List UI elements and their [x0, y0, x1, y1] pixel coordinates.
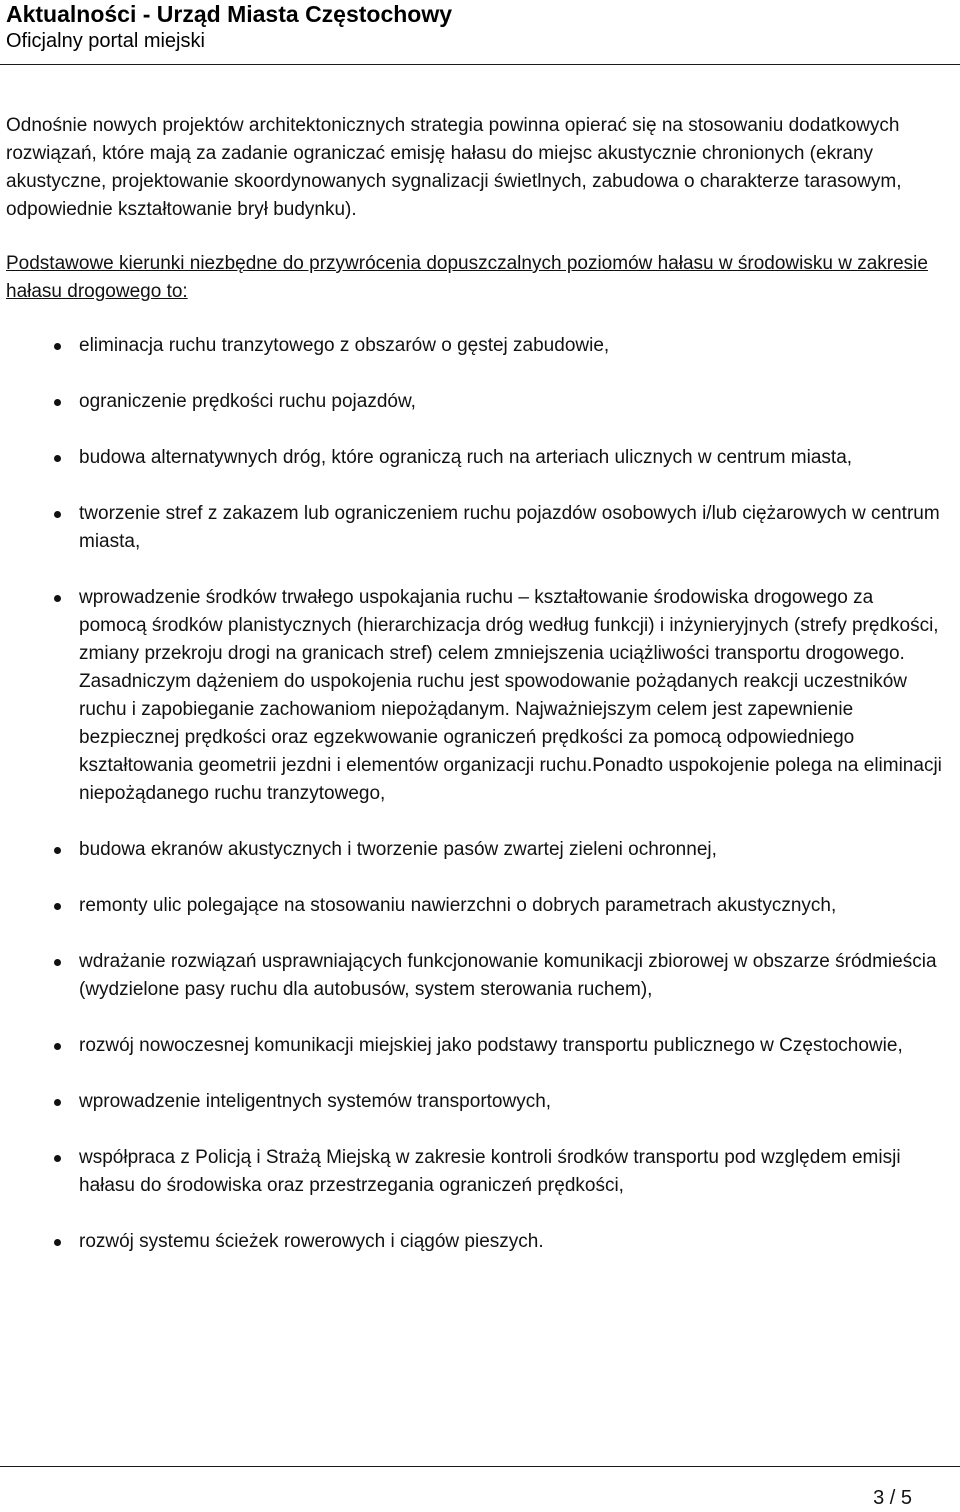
site-title: Aktualności - Urząd Miasta Częstochowy [6, 1, 453, 27]
list-item-text: wprowadzenie inteligentnych systemów transportowych, [79, 1091, 552, 1112]
list-item [6, 1228, 946, 1256]
list-item [6, 1088, 946, 1116]
list-item [6, 1144, 946, 1200]
list-item-text: budowa ekranów akustycznych i tworzenie pasów zwartej zieleni ochronnej, [79, 839, 717, 860]
list-item-text: ograniczenie prędkości ruchu pojazdów, [79, 391, 416, 412]
intro-paragraph: Odnośnie nowych projektów architektonicznych strategia powinna opierać się na stosowaniu dodatkowych rozwiązań, które mają za zadanie ograniczać emisję hałasu do miejsc akustycznie chronionych (ekrany akustyczne, projektowanie skoordynowanych sygnalizacji świetlnych, zabudowa o charakterze tarasowym, odpowiednie kształtowanie brył budynku). [6, 115, 902, 220]
list-item [6, 388, 946, 416]
header-divider [0, 64, 960, 65]
bullet-icon [54, 847, 61, 854]
list-item-text: remonty ulic polegające na stosowaniu nawierzchni o dobrych parametrach akustycznych, [79, 895, 837, 916]
footer-divider [0, 1466, 960, 1467]
list-item-text: wprowadzenie środków trwałego uspokajania ruchu – kształtowanie środowiska drogowego za pomocą środków planistycznych (hierarchizacja dróg według funkcji) i inżynieryjnych (strefy prędkości, zmiany przekroju drogi na granicach stref) celem zmniejszenia uciążliwości transportu drogowego. Zasadniczym dążeniem do uspokojenia ruchu jest spowodowanie pożądanych reakcji uczestników ruchu i zapobieganie zachowaniom niepożądanym. Najważniejszym celem jest zapewnienie bezpiecznej prędkości oraz egzekwowanie ograniczeń prędkości za pomocą odpowiedniego kształtowania geometrii jezdni i elementów organizacji ruchu.Ponadto uspokojenie polega na eliminacji niepożądanego ruchu tranzytowego, [79, 587, 942, 804]
list-item [6, 892, 946, 920]
list-item-text: eliminacja ruchu tranzytowego z obszarów o gęstej zabudowie, [79, 335, 610, 356]
list-item [6, 584, 946, 808]
list-item-text: wdrażanie rozwiązań usprawniających funkcjonowanie komunikacji zbiorowej w obszarze śródmieścia (wydzielone pasy ruchu dla autobusów, system sterowania ruchem), [79, 951, 937, 1000]
list-item [6, 1032, 946, 1060]
bullet-icon [54, 343, 61, 350]
list-item-text: współpraca z Policją i Strażą Miejską w zakresie kontroli środków transportu pod względem emisji hałasu do środowiska oraz przestrzegania ograniczeń prędkości, [79, 1147, 901, 1196]
list-item [6, 836, 946, 864]
bullet-icon [54, 903, 61, 910]
bullet-icon [54, 455, 61, 462]
page-header [6, 0, 946, 54]
bullet-icon [54, 1155, 61, 1162]
bullet-icon [54, 511, 61, 518]
bullet-icon [54, 595, 61, 602]
list-item-text: budowa alternatywnych dróg, które ograniczą ruch na arteriach ulicznych w centrum miasta, [79, 447, 853, 468]
list-item [6, 948, 946, 1004]
list-item [6, 500, 946, 556]
site-subtitle: Oficjalny portal miejski [6, 30, 205, 52]
bullet-icon [54, 1099, 61, 1106]
list-item [6, 444, 946, 472]
bullet-icon [54, 1239, 61, 1246]
list-item-text: rozwój systemu ścieżek rowerowych i ciągów pieszych. [79, 1231, 544, 1252]
list-item-text: tworzenie stref z zakazem lub ograniczeniem ruchu pojazdów osobowych i/lub ciężarowych w centrum miasta, [79, 503, 940, 552]
list-item-text: rozwój nowoczesnej komunikacji miejskiej jako podstawy transportu publicznego w Częstochowie, [79, 1035, 903, 1056]
article-body [6, 112, 946, 1284]
lead-link[interactable]: Podstawowe kierunki niezbędne do przywrócenia dopuszczalnych poziomów hałasu w środowisku w zakresie hałasu drogowego to: [6, 253, 928, 302]
list-item [6, 332, 946, 360]
bullet-icon [54, 959, 61, 966]
bullet-icon [54, 1043, 61, 1050]
bullet-icon [54, 399, 61, 406]
page-number: 3 / 5 [873, 1487, 912, 1509]
directions-list [6, 332, 946, 1256]
